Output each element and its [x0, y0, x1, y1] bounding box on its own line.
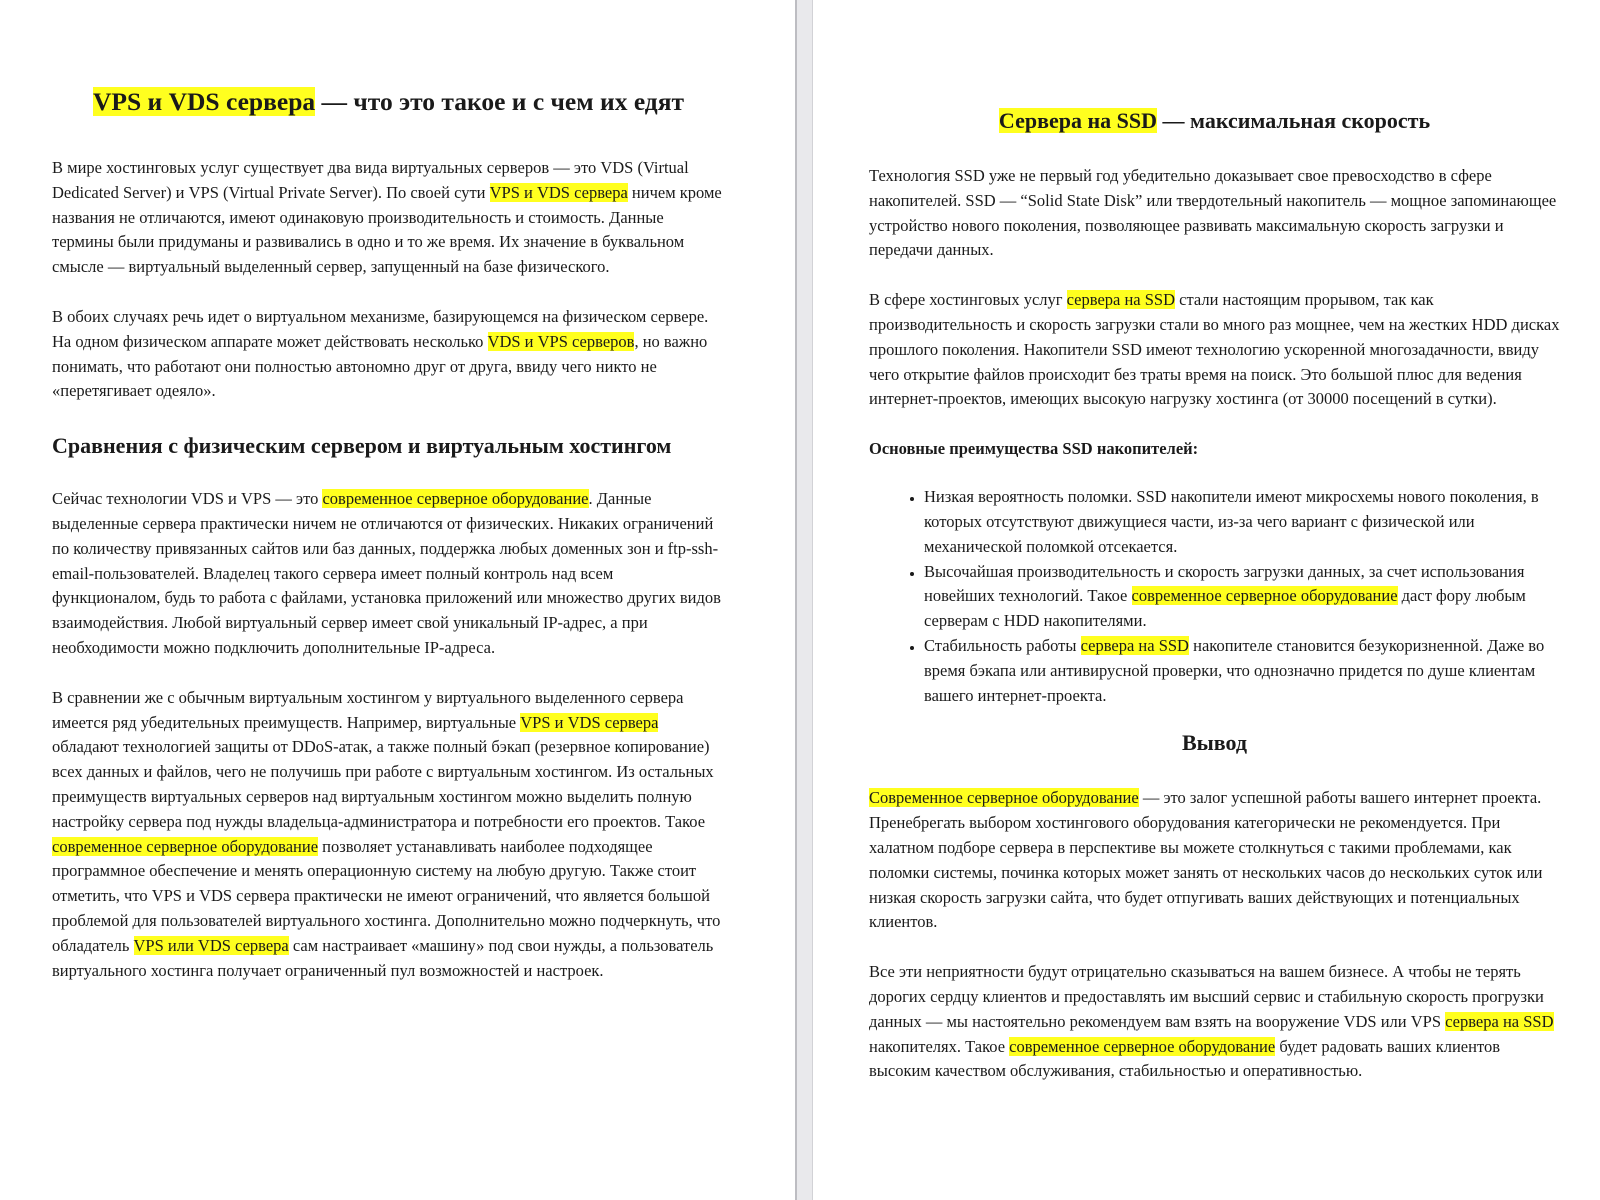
highlighted-keyword: современное серверное оборудование	[52, 836, 319, 856]
list-item: • Низкая вероятность поломки. SSD накопители имеют микросхемы нового поколения, в которых отсутствуют движущиеся части, из-за чего вариант с физической или механической поломкой отсекается.	[924, 485, 1560, 559]
highlighted-keyword: VPS и VDS сервера	[92, 87, 316, 116]
page-title	[869, 104, 1560, 138]
paragraph: В обоих случаях речь идет о виртуальном механизме, базирующемся на физическом сервере. На одном физическом аппарате может действовать несколько VDS и VPS серверов, но важно понимать, что работают они полностью автономно друг от друга, ввиду чего никто не «перетягивает одеяло».	[52, 306, 709, 401]
paragraph: В сравнении же с обычным виртуальным хостингом у виртуального выделенного сервера имеется ряд убедительных преимуществ. Например, виртуальные VPS и VDS сервера обладают технологией защиты от DDoS-атак, а также полный бэкап (резервное копирование) всех данных и файлов, чего не получишь при работе с виртуальным хостингом. Из остальных преимуществ виртуальных серверов над виртуальным хостингом можно выделить полную настройку сервера под нужды владельца-администратора и потребности его проектов. Такое современное серверное оборудование позволяет устанавливать наиболее подходящее программное обеспечение и менять операционную систему на любую другую. Также стоит отметить, что VPS и VDS сервера практически не имеют ограничений, что является большой проблемой для пользователей виртуального хостинга. Дополнительно можно подчеркнуть, что обладатель VPS или VDS сервера сам настраивает «машину» под свои нужды, а пользователь виртуального хостинга получает ограниченный пул возможностей и настроек.	[52, 687, 721, 980]
paragraph: Сейчас технологии VDS и VPS — это современное серверное оборудование. Данные выделенные сервера практически ничем не отличаются от физических. Никаких ограничений по количеству привязанных сайтов или баз данных, поддержка любых доменных зон и ftp-ssh-email-пользователей. Владелец такого сервера имеет полный контроль над всем функционалом, будь то работа с файлами, установка приложений или множество других видов взаимодействия. Любой виртуальный сервер имеет свой уникальный IP-адрес, а при необходимости можно подключить дополнительные IP-адреса.	[52, 489, 721, 657]
highlighted-keyword: VPS или VDS сервера	[133, 935, 289, 955]
highlighted-keyword: Сервера на SSD	[998, 108, 1157, 133]
list-item: • Стабильность работы сервера на SSD накопителе становится безукоризненной. Даже во время бэкапа или антивирусной проверки, что однозначно придется по душе клиентам вашего интернет-проекта.	[924, 634, 1560, 708]
paragraph: Современное серверное оборудование — это залог успешной работы вашего интернет проекта. Пренебрегать выбором хостингового оборудования категорически не рекомендуется. При халатном подборе сервера в перспективе вы можете столкнуться с такими проблемами, как поломки системы, починка которых может занять от нескольких часов до нескольких суток или низкая скорость загрузки сайта, что будет отпугивать ваших действующих и потенциальных клиентов.	[869, 788, 1543, 932]
highlighted-keyword: VPS и VDS сервера	[489, 182, 628, 202]
section-heading: Сравнения с физическим сервером и виртуальным хостингом	[52, 433, 672, 459]
list-heading: Основные преимущества SSD накопителей:	[869, 439, 1199, 459]
highlighted-keyword: сервера на SSD	[1445, 1011, 1554, 1031]
list-item: • Высочайшая производительность и скорость загрузки данных, за счет использования новейших технологий. Такое современное серверное оборудование даст фору любым серверам с HDD накопителями.	[924, 560, 1560, 634]
highlighted-keyword: современное серверное оборудование	[1131, 586, 1398, 606]
paragraph: В мире хостинговых услуг существует два вида виртуальных серверов — это VDS (Virtual Dedicated Server) и VPS (Virtual Private Server). По своей сути VPS и VDS сервера ничем кроме названия не отличаются, имеют одинаковую производительность и стоимость. Данные термины были придуманы и развивались в одно и то же время. Их значение в буквальном смысле — виртуальный выделенный сервер, запущенный на базе физического.	[52, 158, 722, 277]
highlighted-keyword: современное серверное оборудование	[322, 489, 589, 509]
highlighted-keyword: современное серверное оборудование	[1009, 1036, 1276, 1056]
highlighted-keyword: сервера на SSD	[1080, 635, 1189, 655]
title-text: — что это такое и с чем их едят	[315, 87, 685, 116]
section-heading: Вывод	[1181, 730, 1248, 756]
highlighted-keyword: VDS и VPS серверов	[487, 331, 635, 351]
highlighted-keyword: VPS и VDS сервера	[520, 712, 659, 732]
highlighted-keyword: сервера на SSD	[1066, 290, 1176, 310]
paragraph: В сфере хостинговых услуг сервера на SSD стали настоящим прорывом, так как производительность и скорость загрузки стали во много раз мощнее, чем на жестких HDD дисках прошлого поколения. Накопители SSD имеют технологию ускоренной многозадачности, ввиду чего открытие файлов происходит без траты время на поиск. Это большой плюс для ведения интернет-проектов, имеющих высокую нагрузку хостинга (от 30000 посещений в сутки).	[869, 290, 1560, 409]
advantages-list	[869, 485, 1560, 708]
highlighted-keyword: Современное серверное оборудование	[869, 788, 1139, 808]
title-text: — максимальная скорость	[1157, 108, 1431, 133]
document-page-left	[0, 0, 795, 1200]
page-title	[52, 84, 725, 120]
paragraph: Технология SSD уже не первый год убедительно доказывает свое превосходство в сфере накопителей. SSD — “Solid State Disk” или твердотельный накопитель — мощное запоминающее устройство нового поколения, позволяющее развивать максимальную скорость загрузки и передачи данных.	[869, 166, 1557, 260]
page-gutter	[795, 0, 813, 1200]
paragraph: Все эти неприятности будут отрицательно сказываться на вашем бизнесе. А чтобы не терять дорогих сердцу клиентов и предоставлять им высший сервис и стабильную скорость прогрузки данных — мы настоятельно рекомендуем вам взять на вооружение VDS или VPS сервера на SSD накопителях. Такое современное серверное оборудование будет радовать ваших клиентов высоким качеством обслуживания, стабильностью и оперативностью.	[869, 962, 1554, 1081]
document-page-right	[813, 0, 1600, 1200]
